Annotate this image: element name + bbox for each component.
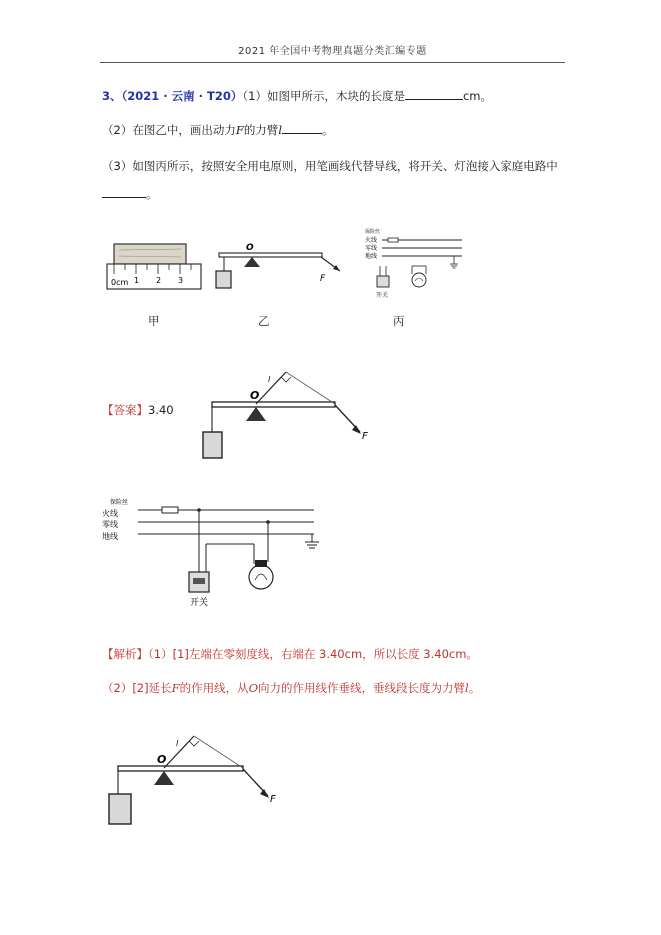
question-source: （2021 · 云南 · T20） xyxy=(121,89,243,103)
part2-var-f: F xyxy=(235,123,244,137)
question-line-2 xyxy=(102,122,334,138)
neutral-wire-label: 零线 xyxy=(102,520,118,529)
fuse-label: 保险丝 xyxy=(365,229,381,235)
analysis-text-1: （1）[1]左端在零刻度线，右端在 3.40cm，所以长度 3.40cm。 xyxy=(148,647,478,661)
answer-tag: 【答案】 xyxy=(102,403,148,417)
pivot-label: O xyxy=(157,753,167,766)
caption-jia: 甲 xyxy=(148,314,160,328)
pivot-label: O xyxy=(250,389,260,402)
question-line-3: （3）如图丙所示，按照安全用电原则，用笔画线代替导线，将开关、灯泡接入家庭电路中 xyxy=(102,159,558,173)
switch xyxy=(377,276,389,287)
figure-jia-ruler xyxy=(105,238,205,294)
analysis-var-l: l xyxy=(465,681,469,695)
answer-value: 3.40 xyxy=(148,403,174,417)
analysis-text-2a: （2）[2]延长 xyxy=(102,681,172,695)
analysis-line-2 xyxy=(102,680,480,696)
force-extension-line xyxy=(194,736,243,768)
ground-wire-label: 地线 xyxy=(365,253,378,260)
page-header: 2021 年全国中考物理真题分类汇编专题 xyxy=(238,46,427,57)
answer-lever-figure xyxy=(198,360,376,464)
analysis-tag: 【解析】 xyxy=(102,647,148,661)
ruler-tick-2: 2 xyxy=(156,276,162,285)
pivot-label: O xyxy=(246,243,254,253)
answer-line xyxy=(102,402,174,418)
wood-block xyxy=(114,244,186,264)
ground-wire-label: 地线 xyxy=(102,532,118,541)
figure-yi-lever xyxy=(212,236,342,298)
part1-text: （1）如图甲所示，木块的长度是 xyxy=(242,89,405,103)
answer-circuit-figure xyxy=(102,498,327,612)
header-divider xyxy=(100,62,565,63)
part2-text: （2）在图乙中，画出动力 xyxy=(102,123,236,137)
analysis-lever-figure xyxy=(104,728,284,834)
right-angle-mark xyxy=(281,377,291,382)
neutral-wire-label: 零线 xyxy=(365,245,378,252)
ruler-tick-3: 3 xyxy=(178,276,184,285)
question-number: 3、 xyxy=(102,89,122,103)
lever-bar xyxy=(219,253,322,257)
figure-bing-circuit xyxy=(364,226,464,302)
light-bulb xyxy=(412,273,426,287)
part3-end: 。 xyxy=(146,187,158,201)
fulcrum xyxy=(154,771,174,785)
switch-label: 开关 xyxy=(190,598,209,608)
analysis-text-2d: 。 xyxy=(468,681,481,695)
right-angle-mark xyxy=(189,741,199,746)
analysis-text-2c: 向力的作用线作垂线，垂线段长度为力臂 xyxy=(258,681,466,695)
hanging-weight xyxy=(109,794,131,824)
force-label: F xyxy=(362,431,368,442)
ruler-tick-1: 1 xyxy=(134,276,140,285)
force-label: F xyxy=(270,794,276,805)
arm-label: l xyxy=(176,739,179,748)
question-line-3b xyxy=(102,186,158,202)
fuse xyxy=(388,238,398,242)
ruler-tick-0: 0cm xyxy=(111,278,129,287)
part2-mid: 的力臂 xyxy=(243,123,279,137)
live-wire-label: 火线 xyxy=(102,509,118,518)
fulcrum xyxy=(244,257,260,267)
lever-bar xyxy=(212,402,335,407)
hanging-weight xyxy=(216,271,231,288)
analysis-line-1 xyxy=(102,646,478,662)
answer-blank-3[interactable] xyxy=(102,186,146,198)
part1-unit: cm。 xyxy=(462,89,492,103)
arm-label: l xyxy=(268,375,271,384)
part2-var-l: l xyxy=(278,123,282,137)
hanging-weight xyxy=(203,432,222,458)
caption-yi: 乙 xyxy=(258,314,270,328)
lever-bar xyxy=(118,766,243,771)
analysis-var-f: F xyxy=(171,681,180,695)
caption-bing: 丙 xyxy=(393,314,405,328)
force-label: F xyxy=(320,274,326,284)
force-extension-line xyxy=(286,372,335,404)
live-wire-label: 火线 xyxy=(365,237,378,244)
question-line-1 xyxy=(102,88,492,104)
switch-label: 开关 xyxy=(376,292,389,299)
fulcrum xyxy=(246,407,266,421)
analysis-var-o: O xyxy=(248,681,259,695)
fuse xyxy=(162,507,178,513)
part2-end: 。 xyxy=(322,123,334,137)
lever-arm-line xyxy=(164,736,194,768)
light-bulb xyxy=(249,565,273,589)
answer-blank-2[interactable] xyxy=(282,122,322,134)
analysis-text-2b: 的作用线，从 xyxy=(179,681,249,695)
fuse-label: 保险丝 xyxy=(110,499,129,506)
lever-arm-line xyxy=(256,372,286,404)
answer-blank-1[interactable] xyxy=(405,88,463,100)
